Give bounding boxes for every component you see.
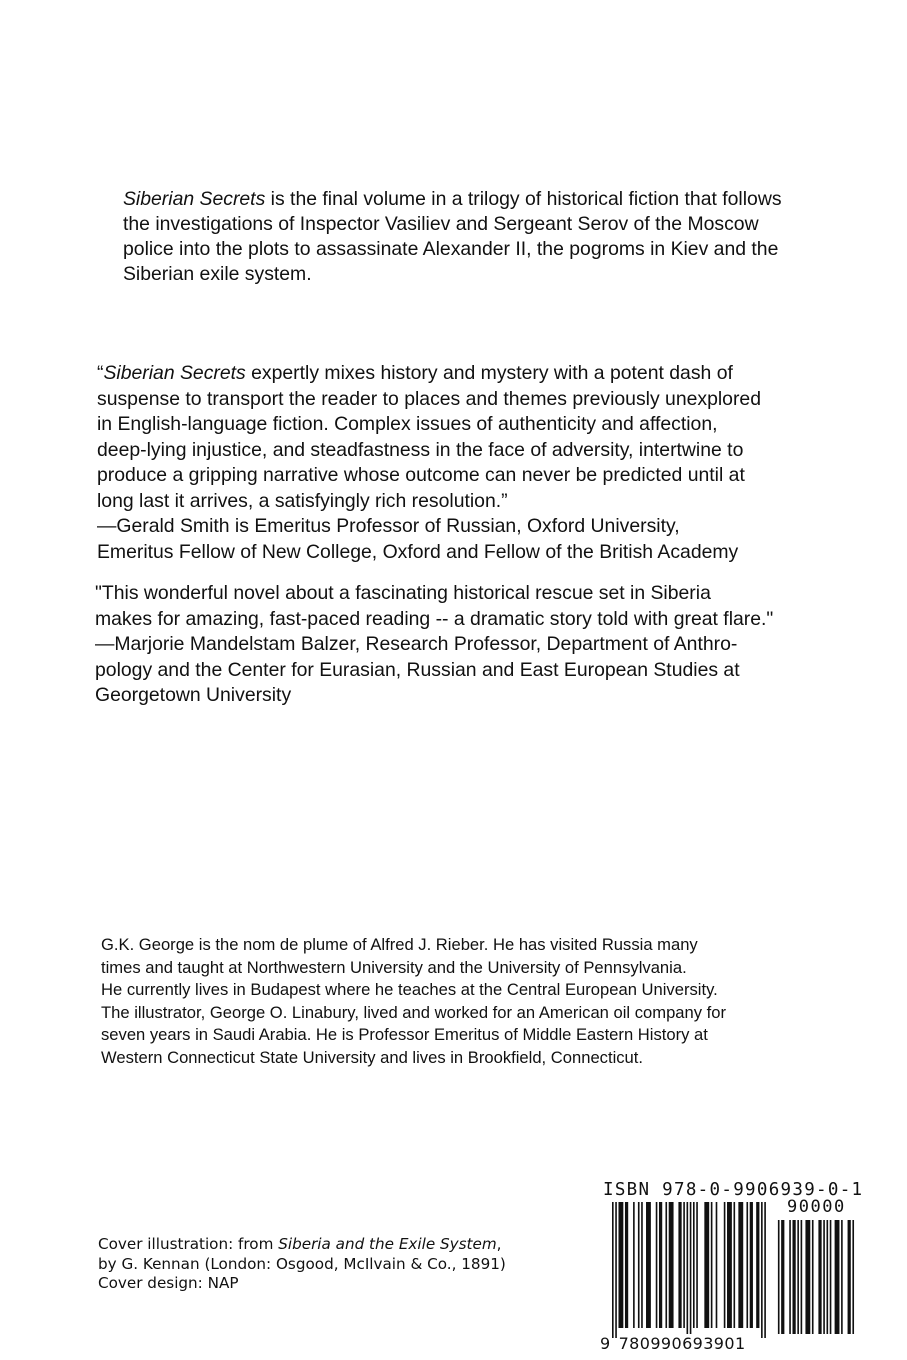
isbn-barcode	[598, 1196, 860, 1342]
barcode-bar	[727, 1202, 732, 1328]
barcode-bar	[656, 1202, 658, 1328]
barcode-bar	[696, 1202, 698, 1328]
barcode-bar	[665, 1202, 667, 1328]
barcode-bar	[693, 1202, 695, 1328]
barcode-bar	[687, 1202, 689, 1338]
review2-line-4: pology and the Center for Eurasian, Russian and East European Studies at	[95, 658, 740, 681]
addon-bar	[823, 1220, 825, 1334]
addon-bar	[830, 1220, 832, 1334]
addon-bar	[789, 1220, 791, 1334]
credits-line-1: Cover illustration: from Siberia and the Exile System,	[98, 1235, 502, 1253]
addon-bar	[852, 1220, 854, 1334]
barcode-bar	[683, 1202, 685, 1328]
barcode-bar	[612, 1202, 614, 1338]
price-code-label: 90000	[787, 1197, 846, 1217]
ean-bars	[612, 1202, 766, 1338]
addon-bar	[827, 1220, 829, 1334]
review1-line-1: “Siberian Secrets expertly mixes history and mystery with a potent dash of	[97, 362, 733, 384]
barcode-bar	[734, 1202, 736, 1328]
author-bio	[101, 934, 821, 1069]
barcode-bar	[678, 1202, 681, 1328]
ean-rest-digits: 780990693901	[618, 1334, 746, 1353]
bio-line-4: The illustrator, George O. Linabury, lived and worked for an American oil company for	[101, 1002, 727, 1022]
barcode-bar	[761, 1202, 763, 1338]
credits-line-3: Cover design: NAP	[98, 1274, 239, 1292]
barcode-bar	[625, 1202, 628, 1328]
review2-line-5: Georgetown University	[95, 684, 292, 706]
bio-line-1: G.K. George is the nom de plume of Alfred J. Rieber. He has visited Russia many	[101, 935, 698, 954]
barcode-bar	[638, 1202, 640, 1328]
barcode-bar	[690, 1202, 692, 1338]
bio-line-2: times and taught at Northwestern University and the University of Pennsylvania.	[101, 957, 687, 977]
review1-line-2: suspense to transport the reader to places and themes previously unexplored	[97, 387, 761, 410]
barcode-bar	[738, 1202, 743, 1328]
addon-bar	[792, 1220, 795, 1334]
addon-bar	[841, 1220, 843, 1334]
barcode-bar	[746, 1202, 748, 1328]
addon-bar	[835, 1220, 840, 1334]
addon-bar	[812, 1220, 814, 1334]
barcode-bar	[750, 1202, 753, 1328]
addon-bar	[781, 1220, 784, 1334]
ean-digits	[600, 1334, 746, 1353]
intro-title: Siberian Secrets	[123, 188, 266, 210]
credits-source-title: Siberia and the Exile System	[278, 1235, 497, 1253]
review1-line-5: produce a gripping narrative whose outcome can never be predicted until at	[97, 464, 745, 486]
ean-first-digit: 9	[600, 1334, 611, 1353]
barcode-bar	[669, 1202, 674, 1328]
review1-title: Siberian Secrets	[103, 362, 246, 384]
addon-bar	[801, 1220, 803, 1334]
intro-paragraph	[123, 187, 843, 287]
barcode-bar	[618, 1202, 623, 1328]
review-balzer	[95, 581, 855, 709]
review1-line-3: in English-language fiction. Complex issues of authenticity and affection,	[97, 413, 718, 435]
review-smith	[97, 361, 837, 565]
review2-line-3: —Marjorie Mandelstam Balzer, Research Professor, Department of Anthro-	[95, 633, 738, 655]
bio-line-5: seven years in Saudi Arabia. He is Professor Emeritus of Middle Eastern History at	[101, 1025, 708, 1044]
addon-bar	[848, 1220, 851, 1334]
credits-line-2: by G. Kennan (London: Osgood, McIlvain & Co., 1891)	[98, 1254, 506, 1273]
barcode-bar	[756, 1202, 759, 1328]
addon-bar	[778, 1220, 780, 1334]
review1-attribution-2: Emeritus Fellow of New College, Oxford and Fellow of the British Academy	[97, 540, 739, 563]
barcode-bar	[711, 1202, 713, 1328]
bio-line-6: Western Connecticut State University and lives in Brookfield, Connecticut.	[101, 1047, 644, 1067]
intro-line-2: the investigations of Inspector Vasiliev and Sergeant Serov of the Moscow	[123, 213, 759, 235]
barcode-bar	[633, 1202, 635, 1328]
isbn-label: ISBN 978-0-9906939-0-1	[603, 1180, 864, 1200]
addon-bar	[818, 1220, 821, 1334]
review2-line-2: makes for amazing, fast-paced reading -- a dramatic story told with great flare."	[95, 607, 774, 630]
barcode-bar	[724, 1202, 726, 1328]
barcode-bar	[646, 1202, 651, 1328]
barcode-bar	[716, 1202, 718, 1328]
barcode-bar	[659, 1202, 662, 1328]
bio-line-3: He currently lives in Budapest where he teaches at the Central European University.	[101, 980, 718, 999]
barcode-bar	[641, 1202, 643, 1328]
intro-line-4: Siberian exile system.	[123, 263, 312, 285]
intro-line-1: Siberian Secrets is the final volume in a trilogy of historical fiction that follows	[123, 188, 782, 210]
review1-line-4: deep-lying injustice, and steadfastness in the face of adversity, intertwine to	[97, 438, 744, 461]
review1-attribution-1: —Gerald Smith is Emeritus Professor of Russian, Oxford University,	[97, 515, 680, 537]
addon-bar	[805, 1220, 810, 1334]
barcode-bar	[704, 1202, 709, 1328]
intro-line-3: police into the plots to assassinate Alexander II, the pogroms in Kiev and the	[123, 238, 779, 260]
review2-line-1: "This wonderful novel about a fascinating historical rescue set in Siberia	[95, 582, 711, 604]
barcode-bar	[764, 1202, 766, 1338]
addon-bars	[778, 1220, 854, 1334]
addon-bar	[797, 1220, 799, 1334]
review1-line-6: long last it arrives, a satisfyingly rich resolution.”	[97, 489, 508, 512]
barcode-bar	[615, 1202, 617, 1338]
cover-credits	[98, 1235, 598, 1294]
